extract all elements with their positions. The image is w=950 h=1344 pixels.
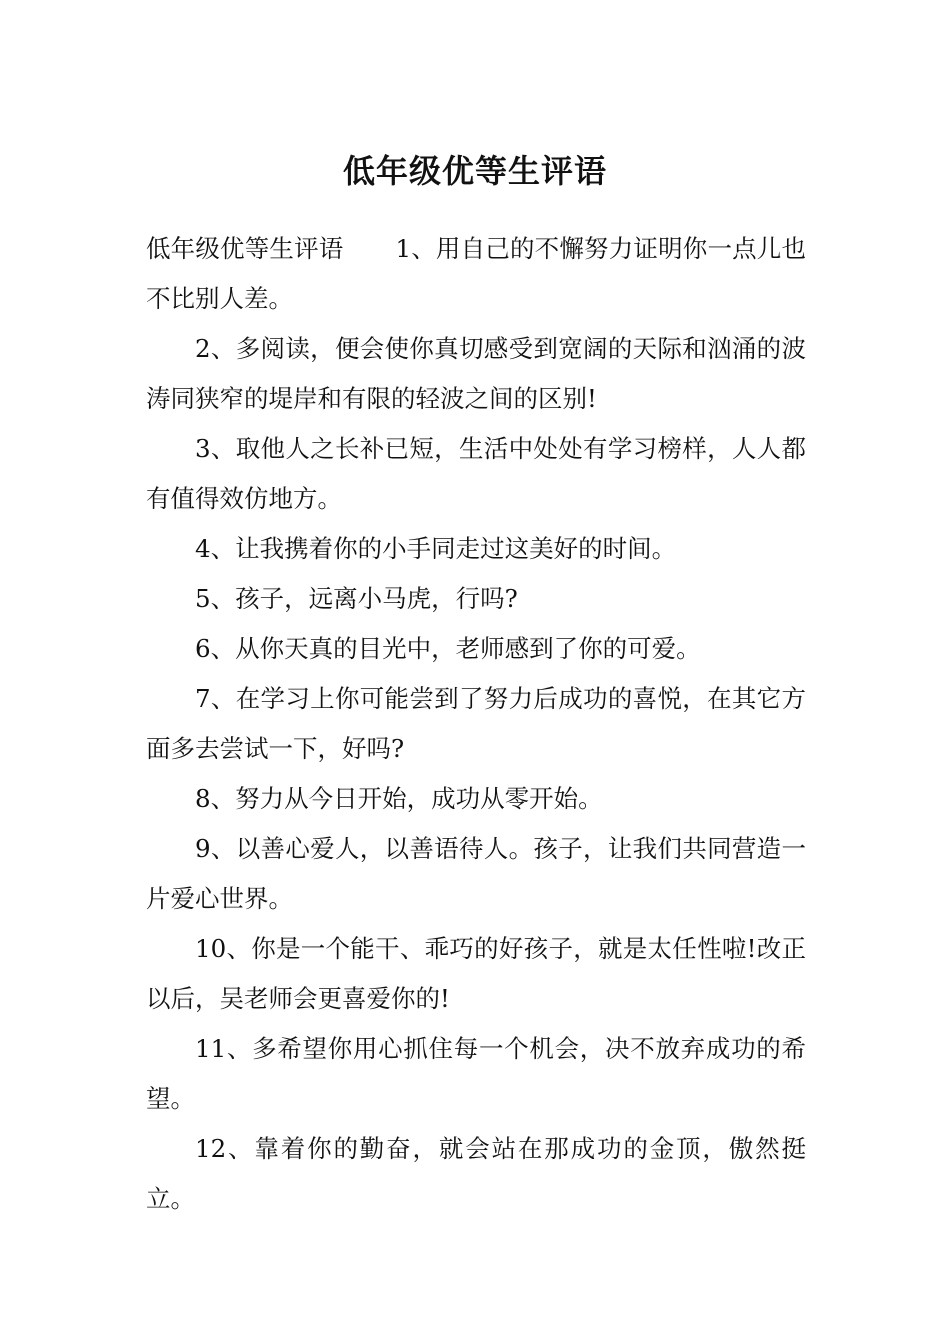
paragraph-11: 11、多希望你用心抓住每一个机会，决不放弃成功的希望。 <box>146 1034 806 1113</box>
paragraph-4: 4、让我携着你的小手同走过这美好的时间。 <box>195 534 677 563</box>
document-title: 低年级优等生评语 <box>342 152 607 191</box>
document-body <box>146 224 806 1224</box>
paragraph-5: 5、孩子，远离小马虎，行吗? <box>195 584 518 613</box>
paragraph-8: 8、努力从今日开始，成功从零开始。 <box>195 784 603 813</box>
paragraph-7: 7、在学习上你可能尝到了努力后成功的喜悦，在其它方面多去尝试一下，好吗? <box>146 684 806 763</box>
paragraph-12: 12、靠着你的勤奋，就会站在那成功的金顶，傲然挺立。 <box>146 1134 806 1213</box>
paragraph-2: 2、多阅读，便会使你真切感受到宽阔的天际和汹涌的波涛同狭窄的堤岸和有限的轻波之间的区别! <box>146 334 806 413</box>
paragraph-1 <box>146 224 806 324</box>
lead-heading: 低年级优等生评语 <box>146 234 344 263</box>
paragraph-10: 10、你是一个能干、乖巧的好孩子，就是太任性啦!改正以后，吴老师会更喜爱你的! <box>146 934 806 1013</box>
paragraph-3: 3、取他人之长补已短，生活中处处有学习榜样，人人都有值得效仿地方。 <box>146 434 806 513</box>
paragraph-9: 9、以善心爱人，以善语待人。孩子，让我们共同营造一片爱心世界。 <box>146 834 806 913</box>
paragraph-text: 1、用自己的不懈努力证明你一点儿也不比别人差。 <box>146 234 806 313</box>
paragraph-6: 6、从你天真的目光中，老师感到了你的可爱。 <box>195 634 701 663</box>
